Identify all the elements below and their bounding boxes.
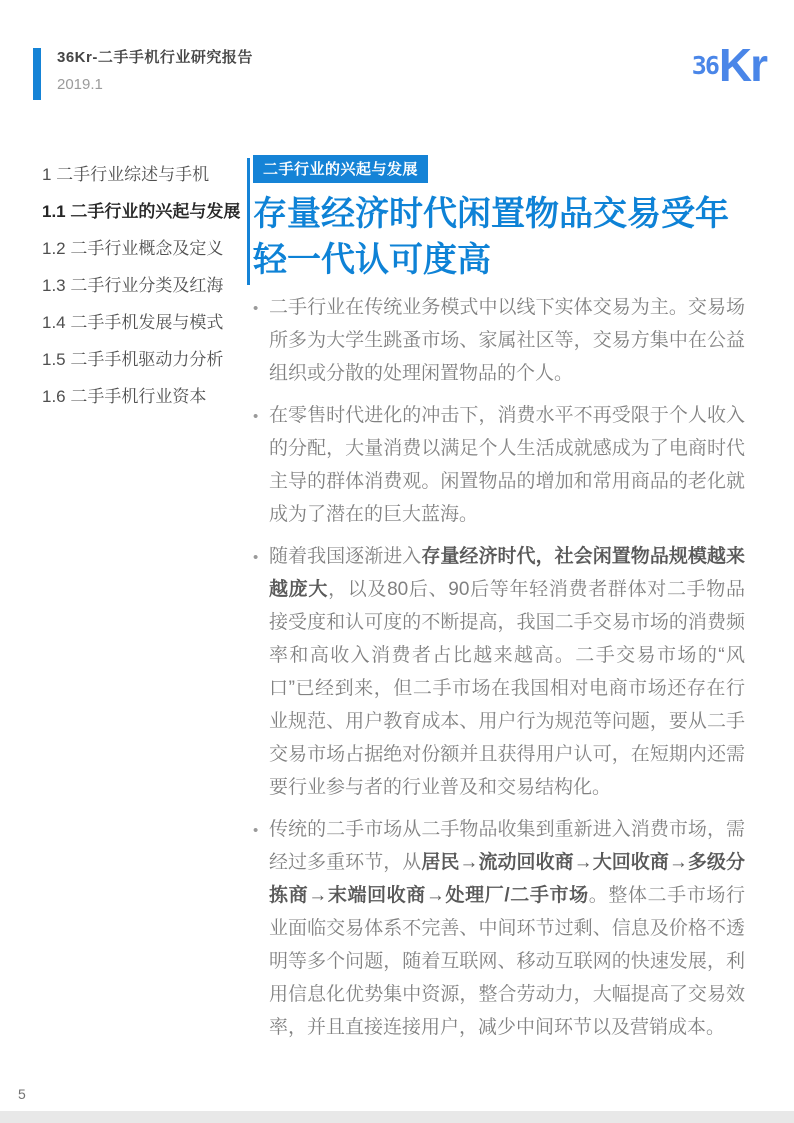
bullet-item <box>253 540 745 804</box>
bullet-text: 在零售时代进化的冲击下，消费水平不再受限于个人收入的分配，大量消费以满足个人生活成就感成为了电商时代主导的群体消费观。闲置物品的增加和常用商品的老化就成为了潜在的巨大蓝海。 <box>269 405 745 525</box>
bullet-marker-icon: • <box>253 822 259 839</box>
section-tag: 二手行业的兴起与发展 <box>253 155 428 183</box>
main-content <box>253 155 745 1053</box>
footer-bar <box>0 1111 794 1123</box>
bullet-marker-icon: • <box>253 300 259 317</box>
sidebar-item-4[interactable]: 1.3 二手行业分类及红海 <box>42 276 224 295</box>
sidebar-item-3[interactable]: 1.2 二手行业概念及定义 <box>42 239 224 258</box>
bullet-marker-icon: • <box>253 549 259 566</box>
bullet-item <box>253 291 745 390</box>
bullet-list <box>253 291 745 1044</box>
bullet-item <box>253 399 745 531</box>
bullet-text: 随着我国逐渐进入存量经济时代，社会闲置物品规模越来越庞大，以及80后、90后等年轻消费者群体对二手物品接受度和认可度的不断提高，我国二手交易市场的消费频率和高收入消费者占比越来越高。二手交易市场的“风口”已经到来，但二手市场在我国相对电商市场还存在行业规范、用户教育成本、用户行为规范等问题，要从二手交易市场占据绝对份额并且获得用户认可，在短期内还需要行业参与者的行业普及和交易结构化。 <box>269 546 745 798</box>
report-title: 36Kr-二手手机行业研究报告 <box>57 49 253 66</box>
bullet-text: 二手行业在传统业务模式中以线下实体交易为主。交易场所多为大学生跳蚤市场、家属社区等，交易方集中在公益组织或分散的处理闲置物品的个人。 <box>269 297 745 384</box>
bullet-text: 传统的二手市场从二手物品收集到重新进入消费市场，需经过多重环节，从居民→流动回收商→大回收商→多级分拣商→末端回收商→处理厂/二手市场。整体二手市场行业面临交易体系不完善、中间环节过剩、信息及价格不透明等多个问题，随着互联网、移动互联网的快速发展，利用信息化优势集中资源，整合劳动力，大幅提高了交易效率，并且直接连接用户，减少中间环节以及营销成本。 <box>269 819 745 1038</box>
logo-36-text: 36 <box>691 51 718 80</box>
sidebar-item-1[interactable]: 1 二手行业综述与手机 <box>42 165 210 184</box>
36kr-logo <box>691 39 766 91</box>
sidebar <box>42 156 248 415</box>
sidebar-item-6[interactable]: 1.5 二手手机驱动力分析 <box>42 350 224 369</box>
logo-kr-text: Kr <box>718 39 766 91</box>
sidebar-item-2[interactable]: 1.1 二手行业的兴起与发展 <box>42 202 241 221</box>
bullet-marker-icon: • <box>253 408 259 425</box>
sidebar-item-7[interactable]: 1.6 二手手机行业资本 <box>42 387 207 406</box>
page-number: 5 <box>18 1086 26 1102</box>
header-accent-bar <box>33 48 41 100</box>
bullet-item <box>253 813 745 1044</box>
page-title: 存量经济时代闲置物品交易受年轻一代认可度高 <box>253 195 729 279</box>
sidebar-item-5[interactable]: 1.4 二手手机发展与模式 <box>42 313 224 332</box>
content-accent-rule <box>247 158 250 285</box>
report-date: 2019.1 <box>57 76 103 93</box>
